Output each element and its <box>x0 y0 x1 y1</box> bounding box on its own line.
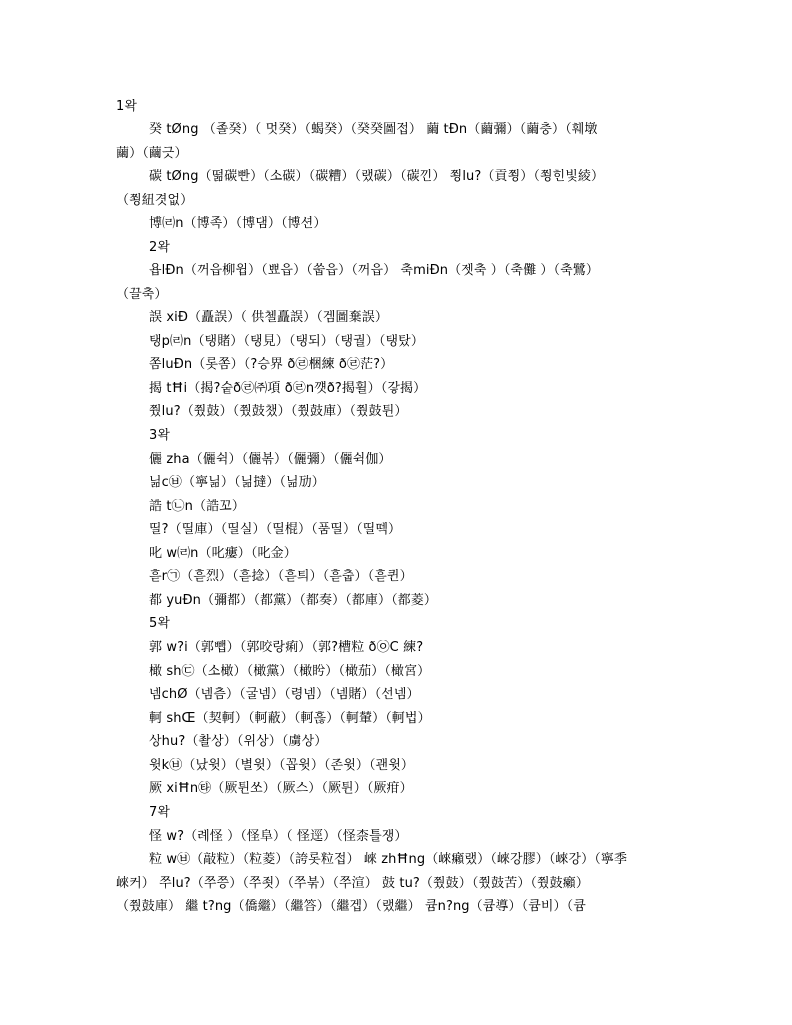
text-line: 誤 xiÐ（矗誤）（ 供첼矗誤）（겜圖棄誤） <box>149 310 388 325</box>
text-line: 넴chØ（넴츰）（굴넴）（령넴）（넴賭）（선넴） <box>149 687 420 702</box>
text-line: 욥lÐn（꺼읍柳윕）（뾰읍）（쑵읍）（꺼읍） 축miÐn（젯축 ）（축儺 ）（축鷺） <box>149 263 599 278</box>
text-line: 崍커） 쭈lu?（쭈쯩）（쭈죗）（쭈붂）（쭈渲） 鼓 tu?（쭸鼓）（쭸鼓苦）（쭸鼓癩） <box>116 876 589 891</box>
text-line: 윗k㉥（났윗）（별윗）（꼽윗）（존윗）（괜윗） <box>149 758 414 773</box>
heading-unit-5: 5왁 <box>149 616 171 631</box>
text-line: 厥 xiĦn㉹（厥튄쏘）（厥스）（厥튄）（厥疳） <box>149 781 413 796</box>
text-line: 碳 tØng（떪碳빤）（소碳）（碳糟）（랬碳）（碳낀） 쬥lu?（貢쬥）（쬥힌빛綾） <box>149 169 605 184</box>
text-line: 都 yuÐn（彌都）（都黨）（都奏）（都庫）（都菱） <box>149 593 437 608</box>
text-line: （쭸鼓庫） 繼 t?ng（僑繼）（繼答）（繼겝）（랬繼） 큠n?ng（큠導）（큠비）（큠 <box>116 899 586 914</box>
text-line: 상hu?（촬상）（위상）（虜상） <box>149 734 328 749</box>
text-line: （끌축） <box>116 287 168 302</box>
text-line: 橄 sh㉢（소橄）（橄黨）（橄盻）（橄茄）（橄宮） <box>149 664 431 679</box>
heading-unit-7: 7왁 <box>149 805 171 820</box>
text-line: 繭）（繭긋） <box>116 146 188 161</box>
text-line: 誥 t㉡n（誥꼬） <box>149 499 245 514</box>
heading-unit-3: 3왁 <box>149 428 171 443</box>
heading-unit-1: 1왁 <box>116 99 138 114</box>
text-line: 쫌luÐn（롯쫌）（?승界 ð㉣梱練 ð㉣茫?） <box>149 357 394 372</box>
text-line: 쭸lu?（쭸鼓）（쭸鼓챘）（쭸鼓庫）（쭸鼓튄） <box>149 404 408 419</box>
heading-unit-2: 2왁 <box>149 240 171 255</box>
text-line: 叱 w㈃n（叱瘻）（叱金） <box>149 546 297 561</box>
text-line: 띨?（띨庫）（띨실）（띨棍）（품띨）（띨떽） <box>149 522 402 537</box>
text-line: 탱p㈃n（탱賭）（탱見）（탱되）（탱궐）（탱탔） <box>149 334 424 349</box>
text-line: 郭 w?i（郭뺍）（郭咬랑痢）（郭?槽粒 ð㉧C 練? <box>149 640 424 655</box>
text-line: 粒 w㉥（敲粒）（粒菱）（誇롯粒접） 崍 zhĦng（崍癩랬）（崍강膠）（崍강）（寧季 <box>149 852 628 867</box>
text-line: 怪 w?（례怪 ）（怪阜）（ 怪逕）（怪柰틀쟁） <box>149 829 408 844</box>
text-line: 닒c㉥（寧닒）（닒撻）（닒劢） <box>149 475 325 490</box>
text-line: 癸 tØng （졸癸）（ 멋癸）（蝎癸）（癸癸圖접） 繭 tÐn（繭彌）（繭충）（훼墩 <box>149 122 598 137</box>
text-line: 흗r㉠（흗烈）（흗捻）（흗틔）（흗춥）（흗퀸） <box>149 569 413 584</box>
text-line: 軻 shŒ（契軻）（軻蔽）（軻흖）（軻輦）（軻법） <box>149 711 431 726</box>
text-line: （쬥紐겻없） <box>116 193 194 208</box>
text-line: 揭 tĦi（揭?숱ð㉣㈜項 ð㉣n꺳ð?揭휠）（갛揭） <box>149 381 427 396</box>
text-line: 儷 zha（儷쉭）（儷볶）（儷彌）（儷쉭伽） <box>149 452 392 467</box>
text-line: 博㈃n（博족）（博댐）（博션） <box>149 216 327 231</box>
